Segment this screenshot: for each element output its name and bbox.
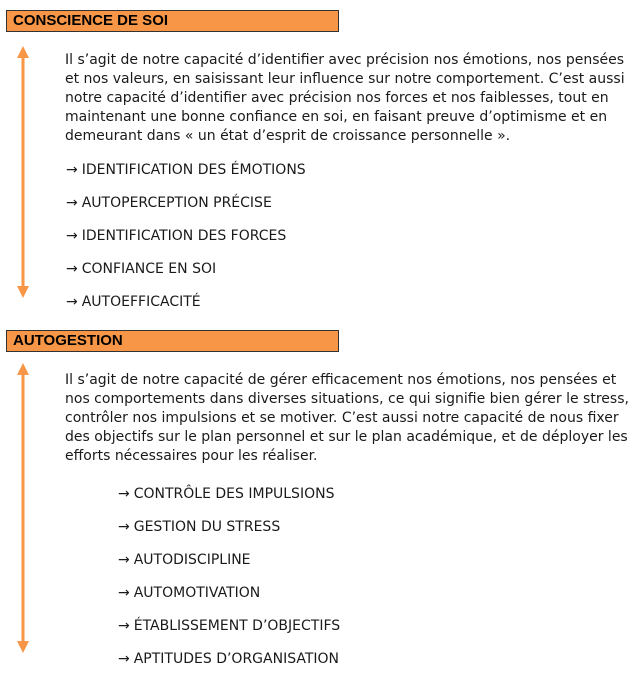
list-item: → CONFIANCE EN SOI — [66, 261, 217, 277]
skill-list — [118, 484, 340, 682]
right-arrow-icon: → — [118, 618, 130, 634]
right-arrow-icon: → — [118, 651, 130, 667]
right-arrow-icon: → — [66, 162, 78, 178]
skill-list — [66, 160, 306, 325]
double-arrow-icon — [16, 363, 30, 653]
list-item: → AUTOMOTIVATION — [118, 585, 261, 601]
section-description: Il s’agit de notre capacité de gérer efficacement nos émotions, nos pensées et nos comportements dans diverses situations, ce qui signifie bien gérer le stress, contrôler nos impulsions et se motiver. C’est aussi notre capacité de nous fixer des objectifs sur le plan personnel et sur le plan académique, et de déployer les efforts nécessaires pour les réaliser. — [65, 372, 629, 464]
list-item: → IDENTIFICATION DES ÉMOTIONS — [66, 162, 306, 178]
section-description: Il s’agit de notre capacité d’identifier avec précision nos émotions, nos pensées et nos valeurs, en saisissant leur influence sur notre comportement. C’est aussi notre capacité d’identifier avec précision nos forces et nos faiblesses, tout en maintenant une bonne confiance en soi, en faisant preuve d’optimisme et en demeurant dans « un état d’esprit de croissance personnelle ». — [65, 52, 625, 144]
right-arrow-icon: → — [118, 486, 130, 502]
list-item: → CONTRÔLE DES IMPULSIONS — [118, 486, 335, 502]
right-arrow-icon: → — [118, 552, 130, 568]
right-arrow-icon: → — [66, 228, 78, 244]
list-item: → AUTOPERCEPTION PRÉCISE — [66, 195, 272, 211]
right-arrow-icon: → — [118, 585, 130, 601]
right-arrow-icon: → — [66, 261, 78, 277]
right-arrow-icon: → — [66, 195, 78, 211]
list-item: → AUTOEFFICACITÉ — [66, 294, 201, 310]
right-arrow-icon: → — [66, 294, 78, 310]
section-title-autogestion: AUTOGESTION — [6, 330, 339, 352]
list-item: → IDENTIFICATION DES FORCES — [66, 228, 287, 244]
list-item: → GESTION DU STRESS — [118, 519, 281, 535]
right-arrow-icon: → — [118, 519, 130, 535]
list-item: → ÉTABLISSEMENT D’OBJECTIFS — [118, 618, 341, 634]
double-arrow-icon — [16, 46, 30, 298]
list-item: → AUTODISCIPLINE — [118, 552, 251, 568]
list-item: → APTITUDES D’ORGANISATION — [118, 651, 340, 667]
section-title-conscience-de-soi: CONSCIENCE DE SOI — [6, 10, 339, 32]
